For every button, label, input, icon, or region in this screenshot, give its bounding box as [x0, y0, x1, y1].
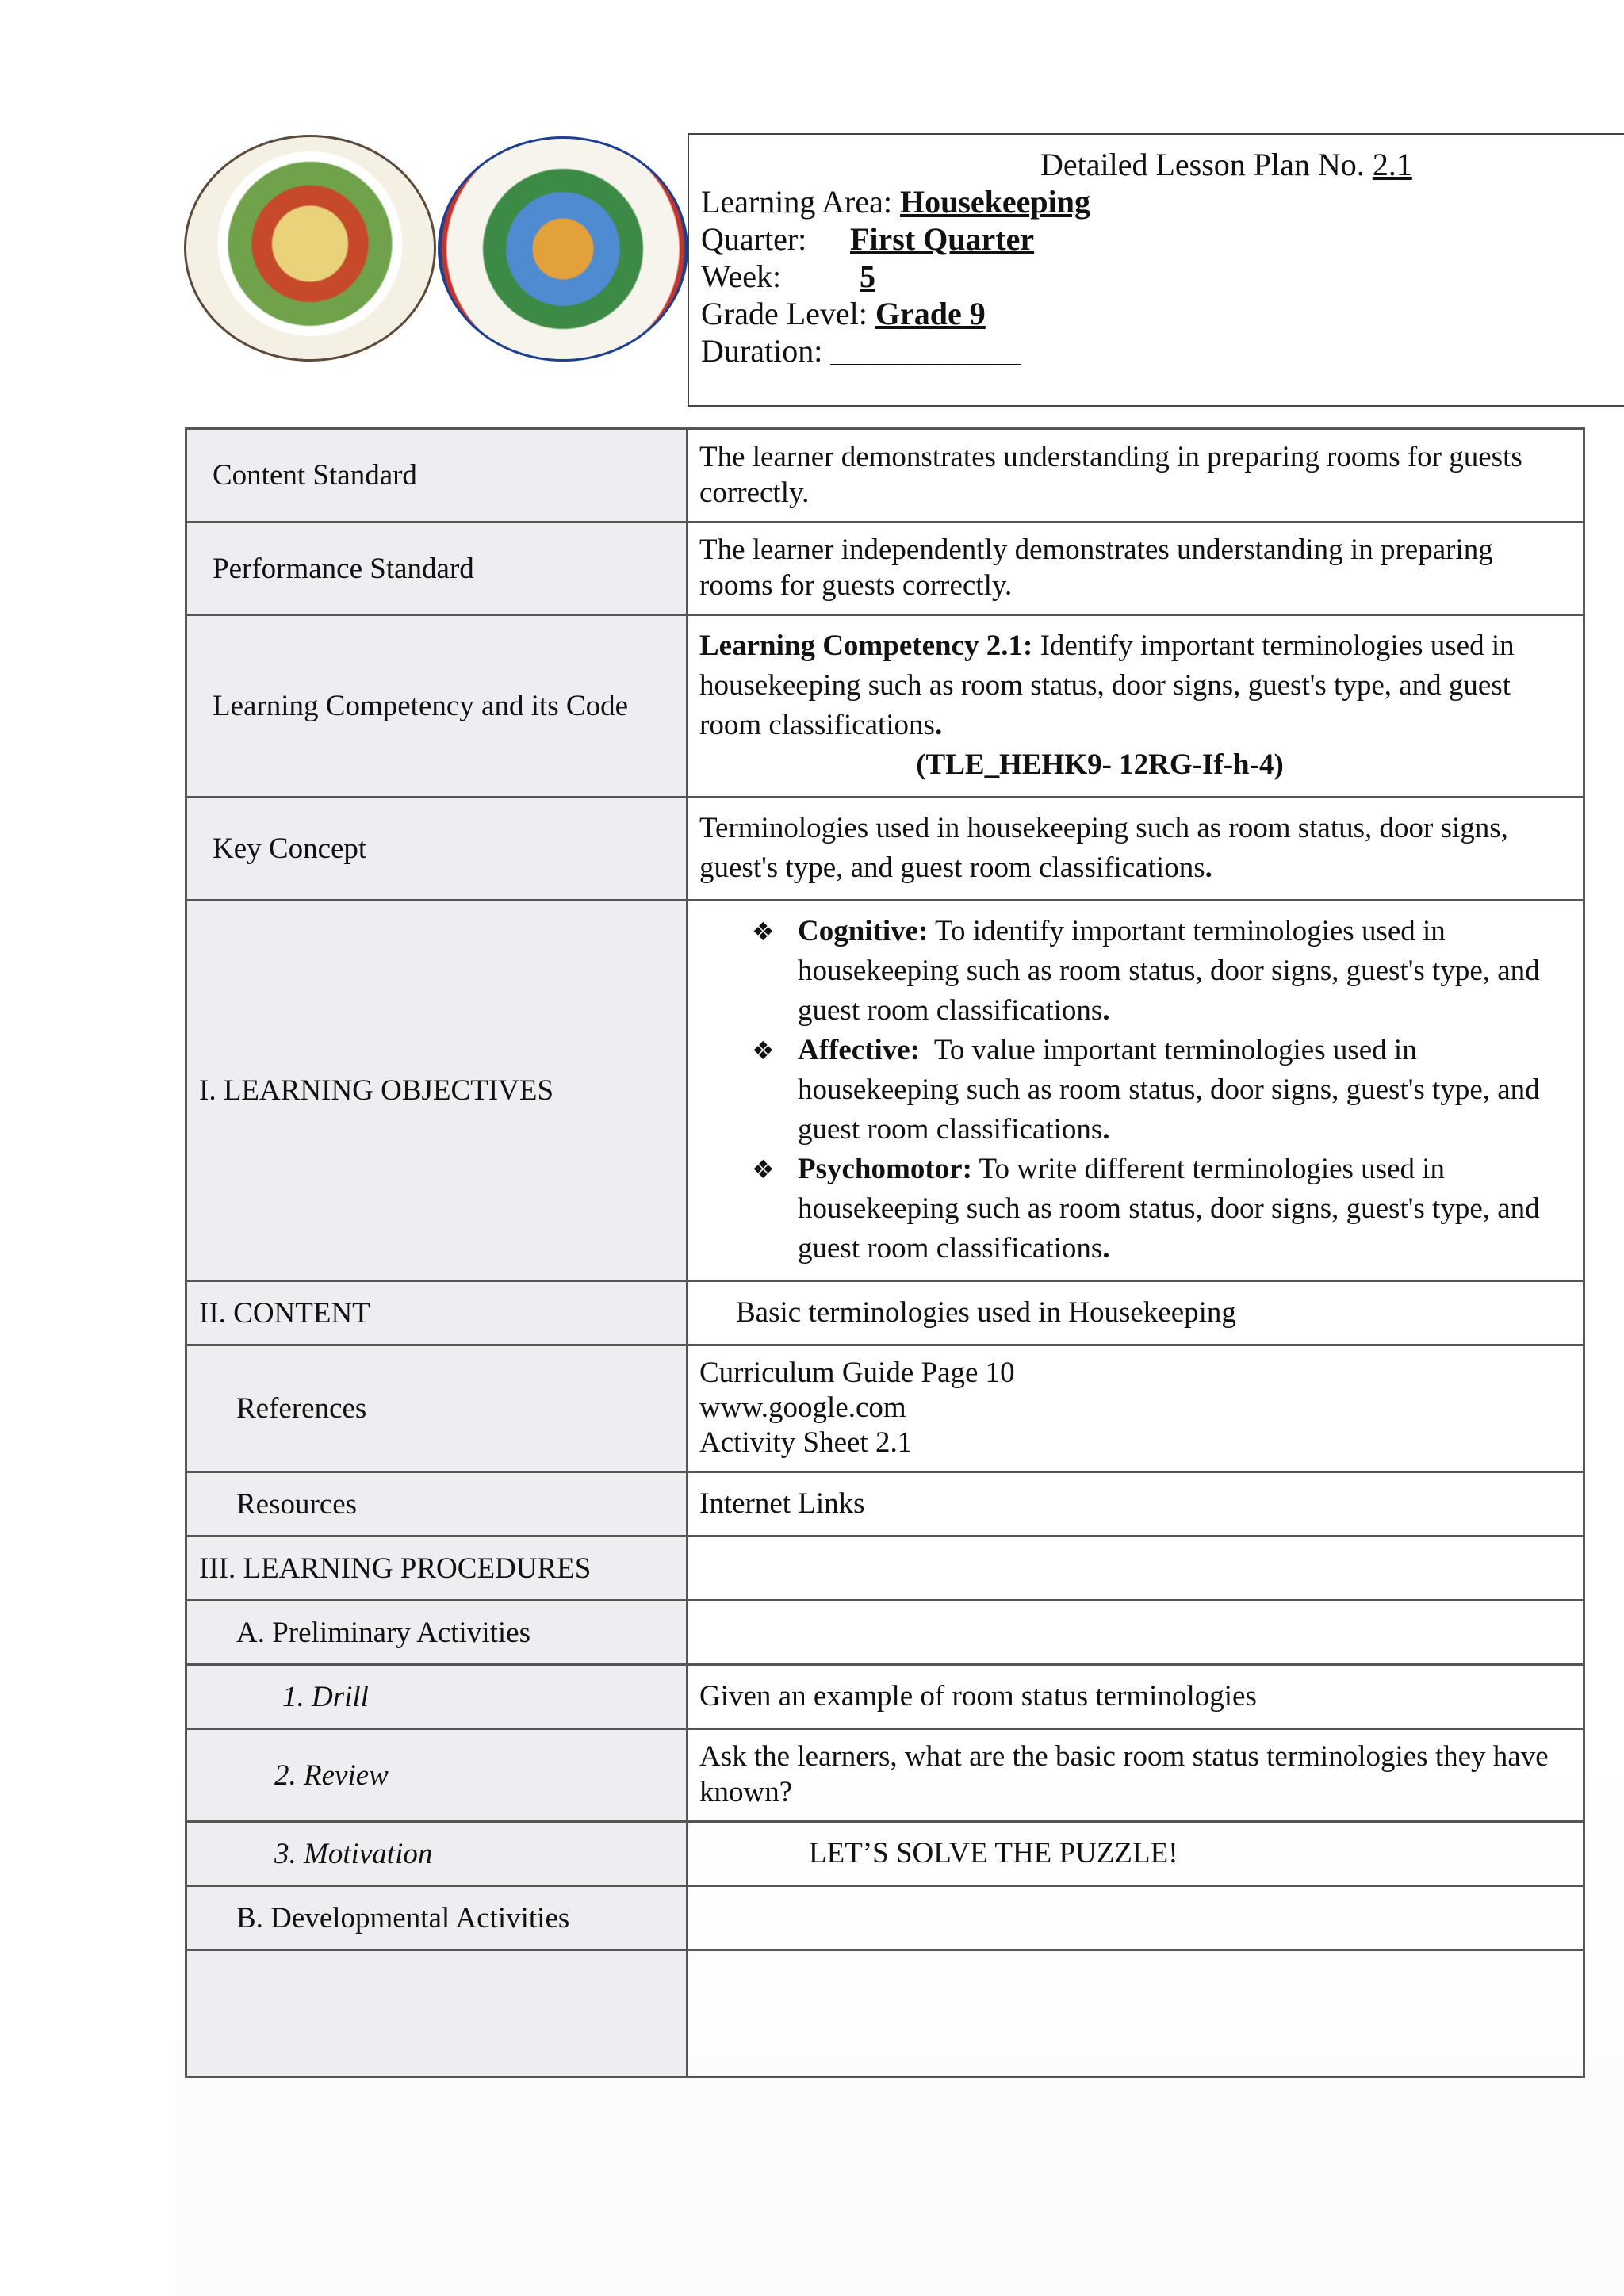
reference-item: Activity Sheet 2.1	[699, 1425, 913, 1459]
learning-objectives-label: I. LEARNING OBJECTIVES	[186, 901, 688, 1281]
table-row	[186, 1886, 1584, 1950]
table-row	[186, 1281, 1584, 1345]
duration-blank: ____________	[830, 333, 1021, 369]
content-standard-value: The learner demonstrates understanding in preparing rooms for guests correctly.	[688, 429, 1584, 522]
learning-objectives-value	[688, 901, 1584, 1281]
reference-item: Curriculum Guide Page 10	[699, 1356, 1015, 1389]
davao-del-sur-seal-icon	[438, 136, 688, 362]
learning-competency-text: Learning Competency 2.1: Identify important terminologies used in housekeeping such as room status, door signs, guest's type, and guest room classifications.	[699, 629, 1515, 741]
objectives-list	[699, 912, 1572, 1269]
references-value	[688, 1345, 1584, 1472]
quarter-line: Quarter: First Quarter	[701, 221, 1035, 257]
objective-cognitive: ❖ Cognitive: To identify important terminologies used in housekeeping such as room status, door signs, guest's type, and guest room classifications.	[752, 912, 1572, 1031]
deped-region-xi-seal-icon	[184, 135, 436, 362]
key-concept-value: Terminologies used in housekeeping such as room status, door signs, guest's type, and guest room classifications.	[688, 798, 1584, 901]
lesson-plan-header	[688, 133, 1624, 407]
week-value: 5	[860, 258, 875, 294]
empty-value-cell	[688, 1950, 1584, 2077]
performance-standard-label: Performance Standard	[186, 522, 688, 615]
motivation-value: LET’S SOLVE THE PUZZLE!	[809, 1836, 1178, 1869]
learning-procedures-value	[688, 1536, 1584, 1601]
table-row	[186, 901, 1584, 1281]
plan-number: 2.1	[1372, 147, 1412, 182]
learning-procedures-label: III. LEARNING PROCEDURES	[186, 1536, 688, 1601]
objective-affective: ❖ Affective: To value important terminologies used in housekeeping such as room status, door signs, guest's type, and guest room classifications.	[752, 1031, 1572, 1150]
content-label: II. CONTENT	[186, 1281, 688, 1345]
reference-item: www.google.com	[699, 1391, 906, 1424]
objective-psychomotor: ❖ Psychomotor: To write different terminologies used in housekeeping such as room status, door signs, guest's type, and guest room classifications.	[752, 1150, 1572, 1269]
performance-standard-value: The learner independently demonstrates understanding in preparing rooms for guests correctly.	[688, 522, 1584, 615]
motivation-value-cell	[688, 1822, 1584, 1886]
table-row	[186, 1601, 1584, 1665]
key-concept-label: Key Concept	[186, 798, 688, 901]
table-row	[186, 1729, 1584, 1822]
diamond-bullet-icon: ❖	[752, 1035, 775, 1066]
table-row	[186, 1472, 1584, 1536]
developmental-activities-label: B. Developmental Activities	[186, 1886, 688, 1950]
table-row	[186, 1665, 1584, 1729]
preliminary-activities-value	[688, 1601, 1584, 1665]
table-row	[186, 798, 1584, 901]
learning-area-value: Housekeeping	[900, 184, 1091, 220]
table-row	[186, 615, 1584, 798]
motivation-label: 3. Motivation	[186, 1822, 688, 1886]
table-row	[186, 1822, 1584, 1886]
table-row	[186, 1345, 1584, 1472]
content-standard-label: Content Standard	[186, 429, 688, 522]
learning-competency-label: Learning Competency and its Code	[186, 615, 688, 798]
resources-label: Resources	[186, 1472, 688, 1536]
table-row	[186, 429, 1584, 522]
table-row	[186, 1536, 1584, 1601]
resources-value: Internet Links	[688, 1472, 1584, 1536]
duration-line: Duration: ____________	[701, 333, 1021, 369]
lesson-plan-title: Detailed Lesson Plan No. 2.1	[1040, 147, 1412, 182]
lesson-plan-table	[185, 427, 1585, 2078]
diamond-bullet-icon: ❖	[752, 916, 775, 947]
drill-label: 1. Drill	[186, 1665, 688, 1729]
quarter-value: First Quarter	[850, 221, 1035, 257]
developmental-activities-value	[688, 1886, 1584, 1950]
review-value: Ask the learners, what are the basic room status terminologies they have known?	[688, 1729, 1584, 1822]
references-label: References	[186, 1345, 688, 1472]
learning-competency-value	[688, 615, 1584, 798]
drill-value: Given an example of room status terminologies	[688, 1665, 1584, 1729]
preliminary-activities-label: A. Preliminary Activities	[186, 1601, 688, 1665]
content-value-cell	[688, 1281, 1584, 1345]
table-row	[186, 1950, 1584, 2077]
competency-code: (TLE_HEHK9- 12RG-If-h-4)	[916, 748, 1284, 781]
week-line: Week: 5	[701, 258, 875, 294]
grade-level-line: Grade Level: Grade 9	[701, 296, 986, 331]
content-value: Basic terminologies used in Housekeeping	[736, 1295, 1236, 1329]
diamond-bullet-icon: ❖	[752, 1154, 775, 1184]
empty-label-cell	[186, 1950, 688, 2077]
table-row	[186, 522, 1584, 615]
grade-level-value: Grade 9	[875, 296, 986, 331]
learning-area-line: Learning Area: Housekeeping	[701, 184, 1091, 220]
review-label: 2. Review	[186, 1729, 688, 1822]
